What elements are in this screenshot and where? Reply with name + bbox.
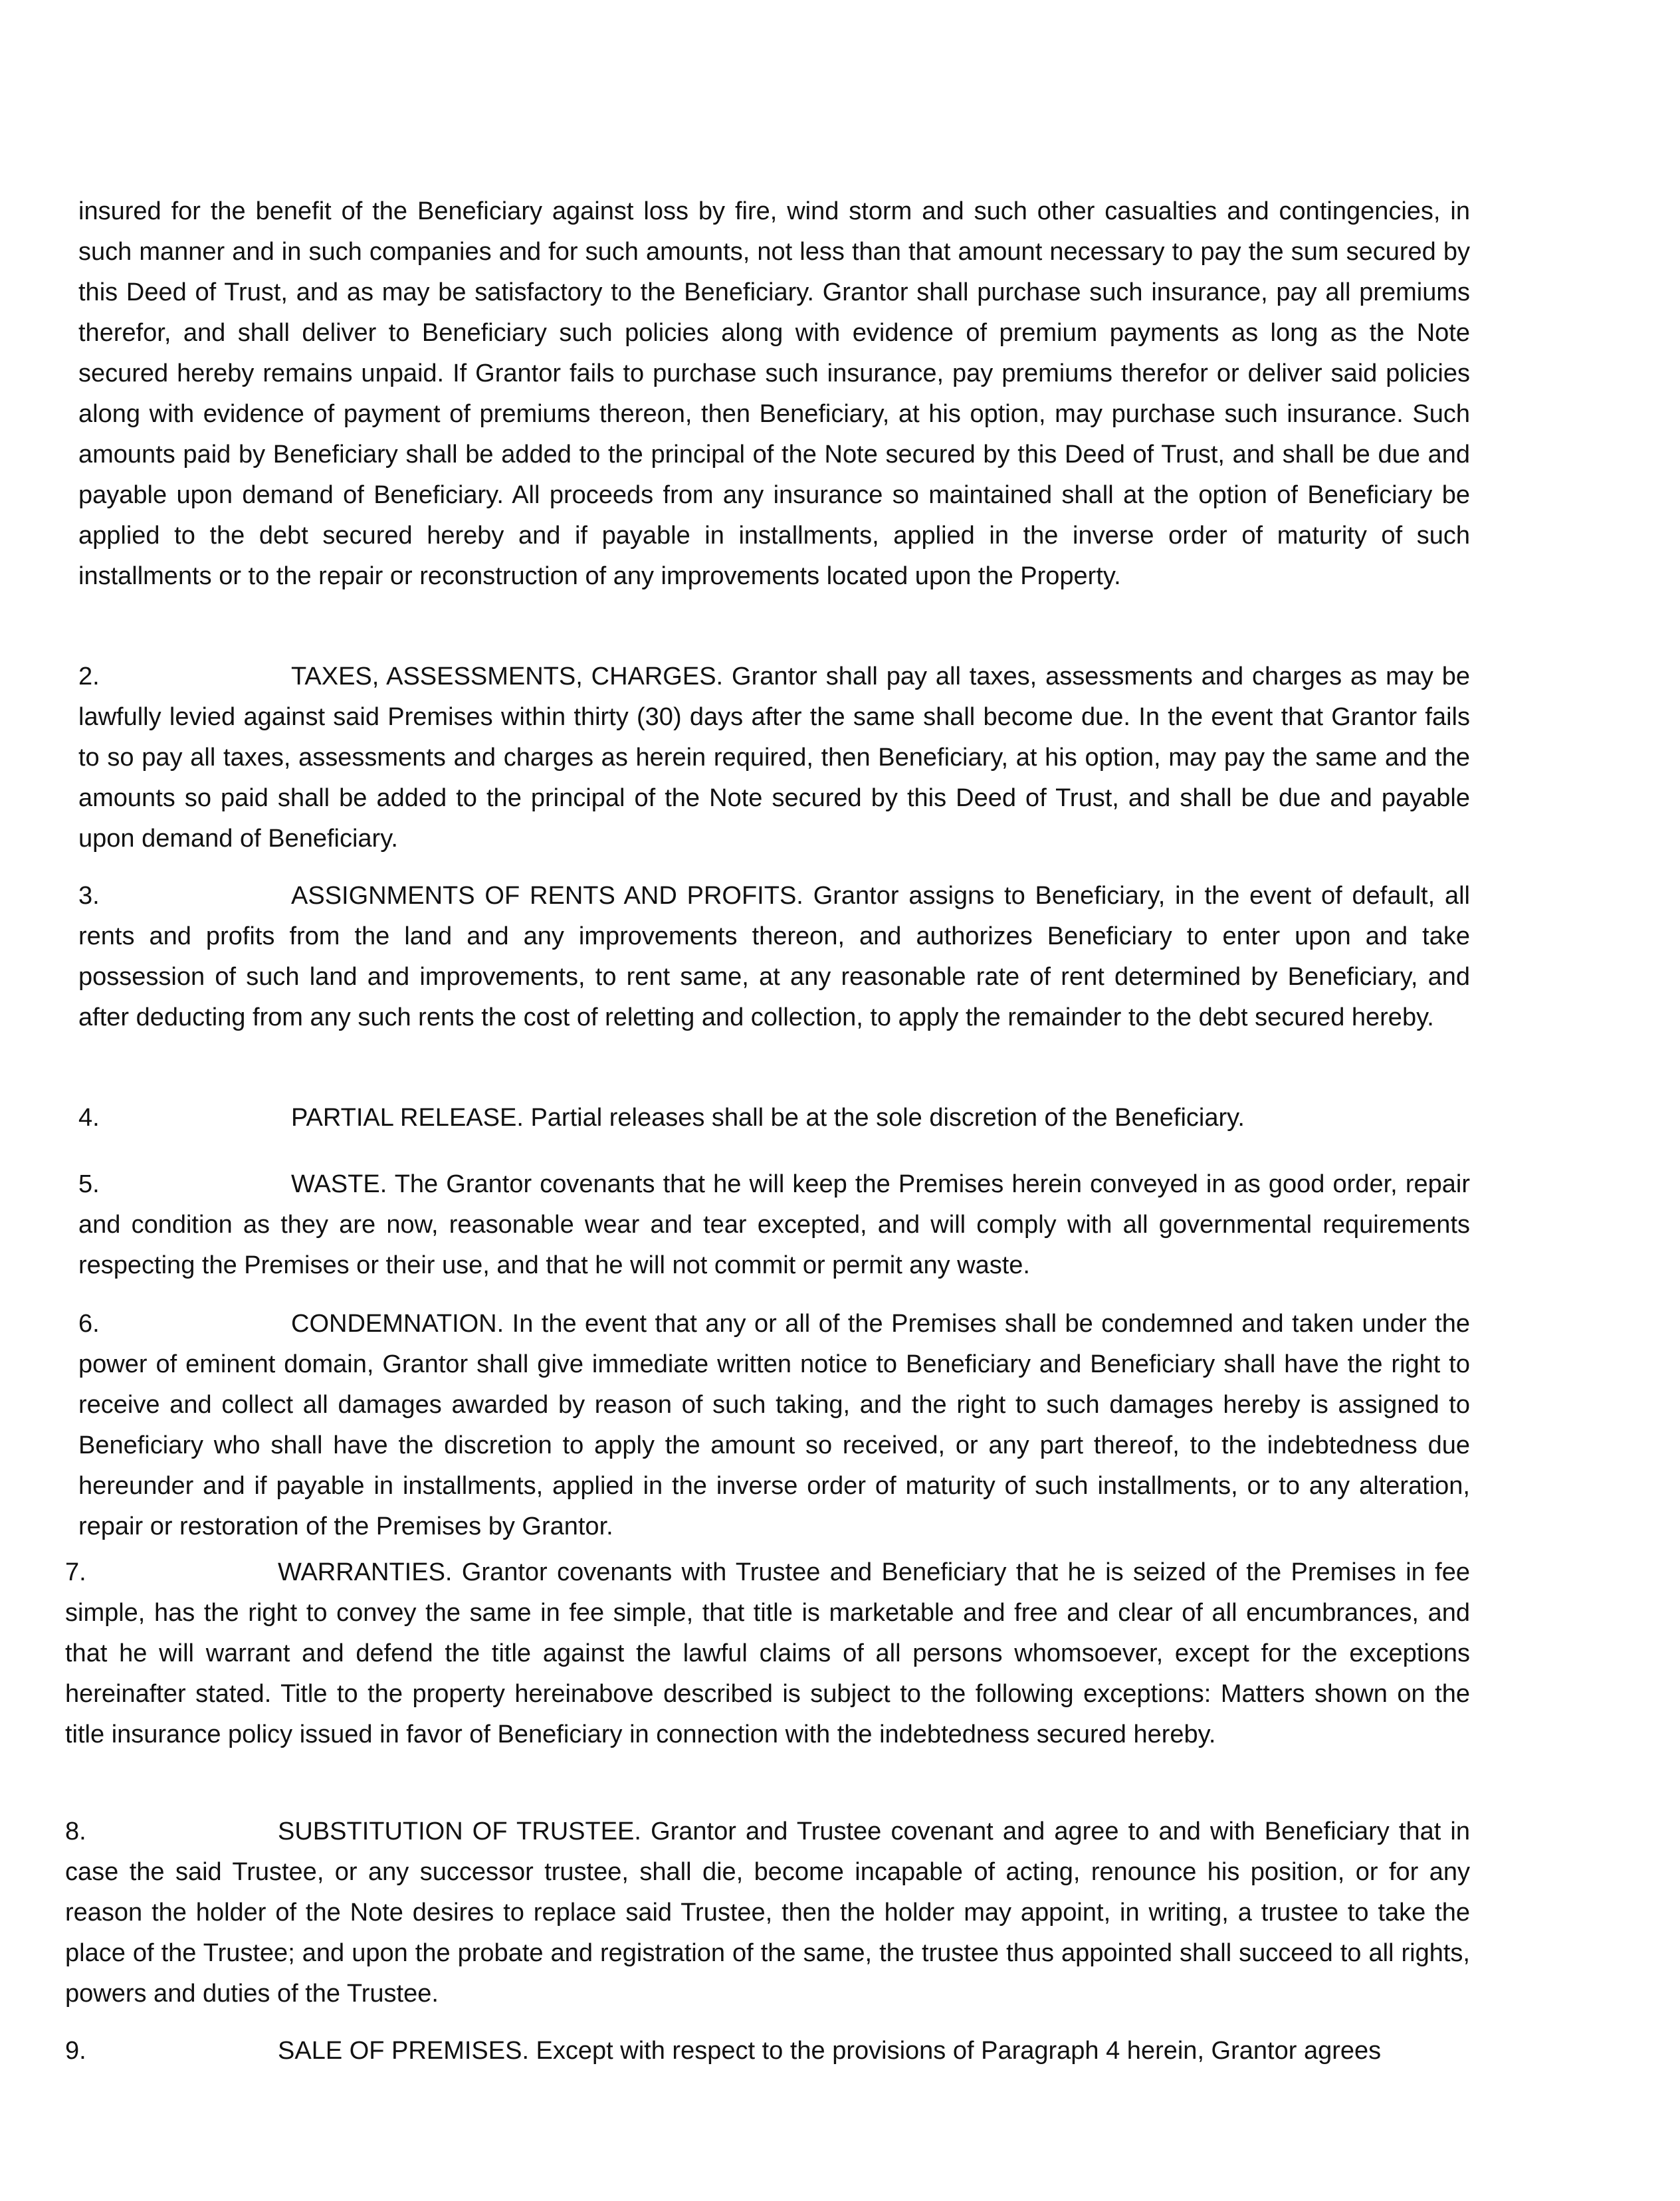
section-number: 2. [78,663,100,690]
section-5 [78,1164,1470,1286]
section-number: 7. [65,1558,86,1586]
section-number: 4. [78,1104,100,1132]
section-4 [78,1098,1470,1138]
section-heading: CONDEMNATION. [291,1310,504,1338]
section-heading: PARTIAL RELEASE. [291,1104,524,1132]
section-9 [65,2031,1470,2071]
section-text: Grantor shall pay all taxes, assessments and charges as may be lawfully levied against said Premises within thirty (30) days after the same shall become due. In the event that Grantor fails to so pay all taxes, assessments and charges as herein required, then Beneficiary, at his option, may pay the same and the amounts so paid shall be added to the principal of the Note secured by this Deed of Trust, and shall be due and payable upon demand of Beneficiary. [78,663,1471,853]
section-text: Grantor and Trustee covenant and agree to and with Beneficiary that in case the said Trustee, or any successor trustee, shall die, become incapable of acting, renounce his position, or for any reason the holder of the Note desires to replace said Trustee, then the holder may appoint, in writing, a trustee to take the place of the Trustee; and upon the probate and registration of the same, the trustee thus appointed shall succeed to all rights, powers and duties of the Trustee. [65,1818,1470,2008]
section-heading: TAXES, ASSESSMENTS, CHARGES. [291,663,724,690]
section-text: The Grantor covenants that he will keep the Premises herein conveyed in as good order, repair and condition as they are now, reasonable wear and tear excepted, and will comply with all governmental requirements respecting the Premises or their use, and that he will not commit or permit any waste. [78,1170,1470,1279]
section-number: 9. [65,2037,86,2065]
section-8 [65,1812,1470,2014]
section-number: 3. [78,882,100,910]
section-number: 8. [65,1818,86,1845]
section-text: In the event that any or all of the Premises shall be condemned and taken under the power of eminent domain, Grantor shall give immediate written notice to Beneficiary and Beneficiary shall have the right to receive and collect all damages awarded by reason of such taking, and the right to such damages hereby is assigned to Beneficiary who shall have the discretion to apply the amount so received, or any part thereof, to the indebtedness due hereunder and if payable in installments, applied in the inverse order of maturity of such installments, or to any alteration, repair or restoration of the Premises by Grantor. [78,1310,1470,1540]
section-text: Grantor assigns to Beneficiary, in the event of default, all rents and profits from the land and any improvements thereon, and authorizes Beneficiary to enter upon and take possession of such land and improvements, to rent same, at any reasonable rate of rent determined by Beneficiary, and after deducting from any such rents the cost of reletting and collection, to apply the remainder to the debt secured hereby. [78,882,1470,1031]
section-text: Except with respect to the provisions of Paragraph 4 herein, Grantor agrees [529,2037,1382,2065]
section-heading: SALE OF PREMISES. [278,2037,529,2065]
section-text: Partial releases shall be at the sole discretion of the Beneficiary. [523,1104,1245,1132]
section-3 [78,876,1470,1038]
section-heading: ASSIGNMENTS OF RENTS AND PROFITS. [291,882,803,910]
intro-paragraph: insured for the benefit of the Beneficiary against loss by fire, wind storm and such other casualties and contingencies, in such manner and in such companies and for such amounts, not less than that amount necessary to pay the sum secured by this Deed of Trust, and as may be satisfactory to the Beneficiary. Grantor shall purchase such insurance, pay all premiums therefor, and shall deliver to Beneficiary such policies along with evidence of premium payments as long as the Note secured hereby remains unpaid. If Grantor fails to purchase such insurance, pay premiums therefor or deliver said policies along with evidence of payment of premiums thereon, then Beneficiary, at his option, may purchase such insurance. Such amounts paid by Beneficiary shall be added to the principal of the Note secured by this Deed of Trust, and shall be due and payable upon demand of Beneficiary. All proceeds from any insurance so maintained shall at the option of Beneficiary be applied to the debt secured hereby and if payable in installments, applied in the inverse order of maturity of such installments or to the repair or reconstruction of any improvements located upon the Property. [78,197,1470,590]
section-2 [78,657,1470,859]
section-heading: SUBSTITUTION OF TRUSTEE. [278,1818,641,1845]
section-7 [65,1552,1470,1755]
section-heading: WASTE. [291,1170,387,1198]
section-6 [78,1304,1470,1547]
section-text: Grantor covenants with Trustee and Beneficiary that he is seized of the Premises in fee simple, has the right to convey the same in fee simple, that title is marketable and free and clear of all encumbrances, and that he will warrant and defend the title against the lawful claims of all persons whomsoever, except for the exceptions hereinafter stated. Title to the property hereinabove described is subject to the following exceptions: Matters shown on the title insurance policy issued in favor of Beneficiary in connection with the indebtedness secured hereby. [65,1558,1470,1748]
section-heading: WARRANTIES. [278,1558,453,1586]
section-number: 5. [78,1170,100,1198]
section-number: 6. [78,1310,100,1338]
